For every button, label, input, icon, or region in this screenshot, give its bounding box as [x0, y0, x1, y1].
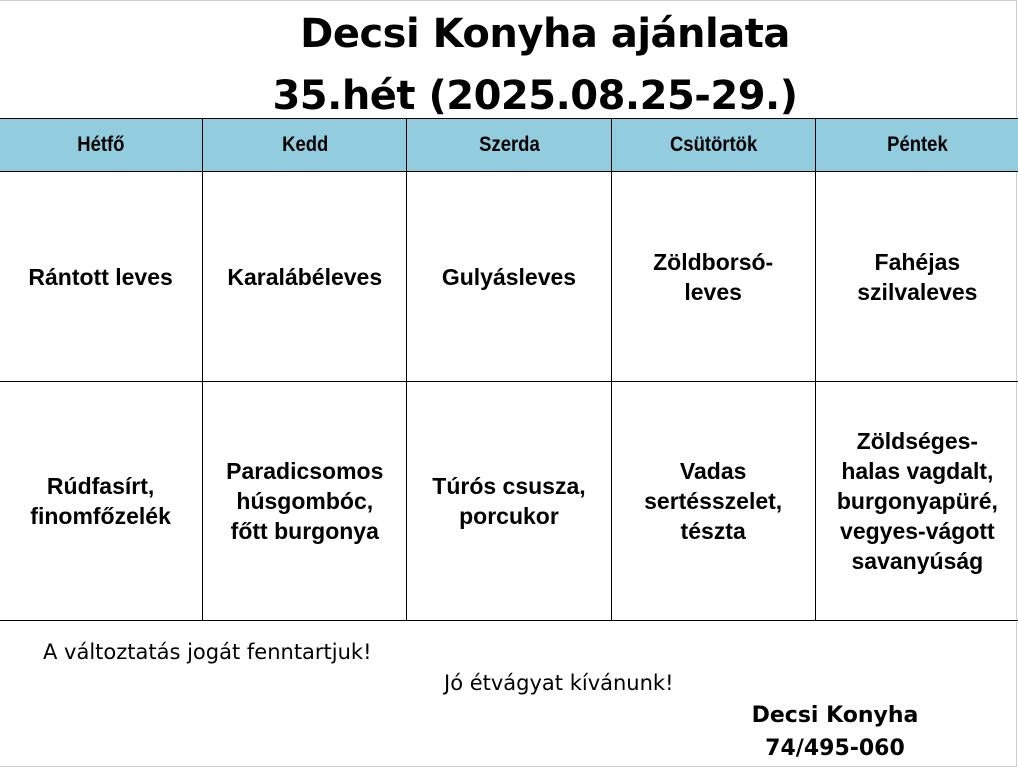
day-header-friday: Péntek [815, 119, 1018, 172]
main-wednesday: Túrós csusza, porcukor [407, 382, 611, 621]
soup-thursday: Zöldborsó- leves [611, 172, 815, 382]
soup-row [0, 172, 1018, 382]
soup-friday: Fahéjas szilvaleves [815, 172, 1018, 382]
page-title: Decsi Konyha ajánlata [300, 11, 790, 57]
main-course-row [0, 382, 1018, 621]
day-header-thursday: Csütörtök [611, 119, 815, 172]
day-header-monday: Hétfő [0, 119, 203, 172]
day-header-row [0, 119, 1018, 172]
soup-monday: Rántott leves [0, 172, 203, 382]
soup-tuesday: Karalábéleves [203, 172, 407, 382]
main-monday: Rúdfasírt, finomfőzelék [0, 382, 203, 621]
signature-phone: 74/495-060 [765, 736, 905, 761]
soup-wednesday: Gulyásleves [407, 172, 611, 382]
change-notice: A változtatás jogát fenntartjuk! [43, 640, 372, 664]
week-subtitle: 35.hét (2025.08.25-29.) [272, 73, 798, 119]
weekly-menu-table [0, 118, 1018, 621]
main-thursday: Vadas sertésszelet, tészta [611, 382, 815, 621]
main-tuesday: Paradicsomos húsgombóc, főtt burgonya [203, 382, 407, 621]
main-friday: Zöldséges- halas vagdalt, burgonyapüré, vegyes-vágott savanyúság [815, 382, 1018, 621]
day-header-wednesday: Szerda [407, 119, 611, 172]
enjoy-meal-note: Jó étvágyat kívánunk! [444, 671, 674, 695]
day-header-tuesday: Kedd [203, 119, 407, 172]
signature-name: Decsi Konyha [751, 703, 919, 728]
